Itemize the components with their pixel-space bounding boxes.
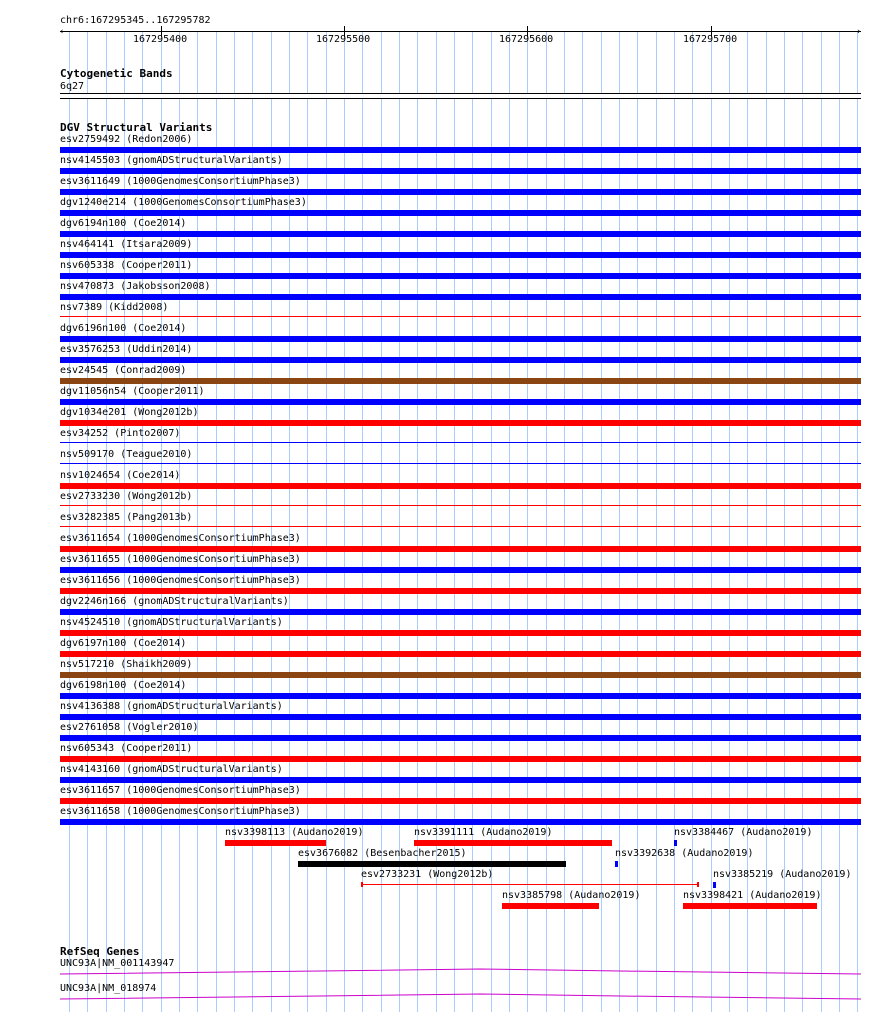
dgv-variant-label: esv3611649 (1000GenomesConsortiumPhase3) — [60, 176, 301, 187]
dgv-variant-bar[interactable] — [60, 798, 861, 804]
dgv-variant-bar[interactable] — [60, 273, 861, 279]
dgv-variant-bar[interactable] — [60, 316, 861, 317]
ruler-location: chr6:167295345..167295782 — [60, 15, 211, 26]
dgv-variant-bar[interactable] — [60, 735, 861, 741]
dgv-variant-label: nsv7389 (Kidd2008) — [60, 302, 169, 313]
dgv-packed-variant-bar[interactable] — [298, 861, 566, 867]
dgv-variant-bar[interactable] — [60, 756, 861, 762]
dgv-variant-bar[interactable] — [60, 420, 861, 426]
dgv-variant-label: dgv11056n54 (Cooper2011) — [60, 386, 205, 397]
ruler-tick-label: 167295500 — [316, 34, 371, 45]
dgv-variant-label: esv2733230 (Wong2012b) — [60, 491, 193, 502]
dgv-variant-bar[interactable] — [60, 630, 861, 636]
dgv-packed-variant-label: nsv3385219 (Audano2019) — [713, 869, 852, 880]
refseq-gene-label: UNC93A|NM_018974 — [60, 983, 157, 994]
dgv-variant-label: dgv1240e214 (1000GenomesConsortiumPhase3) — [60, 197, 307, 208]
dgv-variant-bar[interactable] — [60, 189, 861, 195]
dgv-variant-bar[interactable] — [60, 567, 861, 573]
ruler-tick-label: 167295400 — [133, 34, 188, 45]
dgv-variant-label: nsv4145503 (gnomADStructuralVariants) — [60, 155, 283, 166]
refseq-track-title: RefSeq Genes — [60, 945, 140, 958]
dgv-packed-variant-bar[interactable] — [615, 861, 618, 867]
dgv-variant-bar[interactable] — [60, 546, 861, 552]
dgv-variant-label: esv3611654 (1000GenomesConsortiumPhase3) — [60, 533, 301, 544]
dgv-variant-bar[interactable] — [60, 714, 861, 720]
dgv-packed-variant-label: nsv3385798 (Audano2019) — [502, 890, 641, 901]
cytoband-bar[interactable] — [60, 93, 861, 99]
ruler-axis — [60, 31, 861, 32]
dgv-variant-bar[interactable] — [60, 609, 861, 615]
dgv-variant-bar[interactable] — [60, 210, 861, 216]
dgv-packed-variant-bar[interactable] — [225, 840, 326, 846]
dgv-variant-bar[interactable] — [60, 651, 861, 657]
dgv-variant-label: nsv605343 (Cooper2011) — [60, 743, 193, 754]
dgv-packed-variant-bar[interactable] — [713, 882, 716, 888]
dgv-packed-variant-label: nsv3398113 (Audano2019) — [225, 827, 364, 838]
dgv-variant-bar[interactable] — [60, 463, 861, 464]
ruler-right-arrow: › — [856, 27, 862, 37]
dgv-variant-label: dgv6198n100 (Coe2014) — [60, 680, 187, 691]
dgv-variant-bar[interactable] — [60, 147, 861, 153]
dgv-variant-label: dgv1034e201 (Wong2012b) — [60, 407, 199, 418]
cytoband-label: 6q27 — [60, 81, 85, 92]
dgv-variant-label: nsv517210 (Shaikh2009) — [60, 659, 193, 670]
dgv-variant-label: dgv6197n100 (Coe2014) — [60, 638, 187, 649]
dgv-variant-label: nsv4143160 (gnomADStructuralVariants) — [60, 764, 283, 775]
dgv-variant-bar[interactable] — [60, 483, 861, 489]
dgv-variant-bar[interactable] — [60, 505, 861, 506]
dgv-packed-variant-label: esv3676082 (Besenbacher2015) — [298, 848, 467, 859]
dgv-variant-bar[interactable] — [60, 231, 861, 237]
dgv-variant-label: esv3282385 (Pang2013b) — [60, 512, 193, 523]
dgv-variant-bar[interactable] — [60, 399, 861, 405]
dgv-variant-bar[interactable] — [60, 357, 861, 363]
dgv-track-title: DGV Structural Variants — [60, 121, 213, 134]
dgv-packed-variant-bar[interactable] — [361, 884, 698, 885]
dgv-variant-bar[interactable] — [60, 294, 861, 300]
cytoband-track-title: Cytogenetic Bands — [60, 67, 173, 80]
dgv-variant-label: dgv6196n100 (Coe2014) — [60, 323, 187, 334]
dgv-variant-label: esv3611657 (1000GenomesConsortiumPhase3) — [60, 785, 301, 796]
dgv-variant-bar[interactable] — [60, 777, 861, 783]
dgv-packed-variant-label: nsv3384467 (Audano2019) — [674, 827, 813, 838]
dgv-variant-bar[interactable] — [60, 378, 861, 384]
refseq-gene-intron-path — [60, 969, 861, 974]
refseq-gene-intron-path — [60, 994, 861, 999]
dgv-variant-bar[interactable] — [60, 672, 861, 678]
dgv-variant-bar[interactable] — [60, 819, 861, 825]
dgv-packed-variant-bar[interactable] — [674, 840, 677, 846]
ruler-left-arrow: ‹ — [59, 27, 65, 37]
dgv-variant-bar[interactable] — [60, 442, 861, 443]
dgv-variant-label: dgv2246n166 (gnomADStructuralVariants) — [60, 596, 289, 607]
dgv-variant-label: nsv605338 (Cooper2011) — [60, 260, 193, 271]
ruler-tick-label: 167295600 — [499, 34, 554, 45]
dgv-variant-label: esv2761058 (Vogler2010) — [60, 722, 199, 733]
dgv-variant-label: nsv1024654 (Coe2014) — [60, 470, 181, 481]
dgv-variant-bar[interactable] — [60, 168, 861, 174]
dgv-variant-label: esv3576253 (Uddin2014) — [60, 344, 193, 355]
dgv-packed-variant-bar[interactable] — [502, 903, 599, 909]
dgv-variant-label: esv24545 (Conrad2009) — [60, 365, 187, 376]
dgv-variant-label: esv2759492 (Redon2006) — [60, 134, 193, 145]
dgv-packed-variant-bar[interactable] — [414, 840, 612, 846]
dgv-variant-label: nsv470873 (Jakobsson2008) — [60, 281, 211, 292]
refseq-gene-label: UNC93A|NM_001143947 — [60, 958, 175, 969]
dgv-variant-bar[interactable] — [60, 526, 861, 527]
refseq-gene-intron-line[interactable] — [60, 968, 861, 976]
dgv-packed-variant-end-cap — [361, 882, 363, 887]
dgv-variant-bar[interactable] — [60, 252, 861, 258]
dgv-variant-label: esv3611655 (1000GenomesConsortiumPhase3) — [60, 554, 301, 565]
dgv-variant-bar[interactable] — [60, 693, 861, 699]
dgv-packed-variant-label: nsv3391111 (Audano2019) — [414, 827, 553, 838]
dgv-variant-label: nsv464141 (Itsara2009) — [60, 239, 193, 250]
dgv-variant-label: nsv509170 (Teague2010) — [60, 449, 193, 460]
dgv-variant-label: esv3611656 (1000GenomesConsortiumPhase3) — [60, 575, 301, 586]
ruler-tick-label: 167295700 — [683, 34, 738, 45]
dgv-packed-variant-bar[interactable] — [683, 903, 817, 909]
dgv-variant-label: nsv4524510 (gnomADStructuralVariants) — [60, 617, 283, 628]
dgv-packed-variant-label: nsv3392638 (Audano2019) — [615, 848, 754, 859]
dgv-variant-bar[interactable] — [60, 588, 861, 594]
dgv-variant-bar[interactable] — [60, 336, 861, 342]
dgv-variant-label: nsv4136388 (gnomADStructuralVariants) — [60, 701, 283, 712]
dgv-packed-variant-label: nsv3398421 (Audano2019) — [683, 890, 822, 901]
dgv-packed-variant-label: esv2733231 (Wong2012b) — [361, 869, 494, 880]
dgv-variant-label: esv3611658 (1000GenomesConsortiumPhase3) — [60, 806, 301, 817]
refseq-gene-intron-line[interactable] — [60, 993, 861, 1001]
dgv-variant-label: dgv6194n100 (Coe2014) — [60, 218, 187, 229]
dgv-packed-variant-end-cap — [697, 882, 699, 887]
dgv-variant-label: esv34252 (Pinto2007) — [60, 428, 181, 439]
